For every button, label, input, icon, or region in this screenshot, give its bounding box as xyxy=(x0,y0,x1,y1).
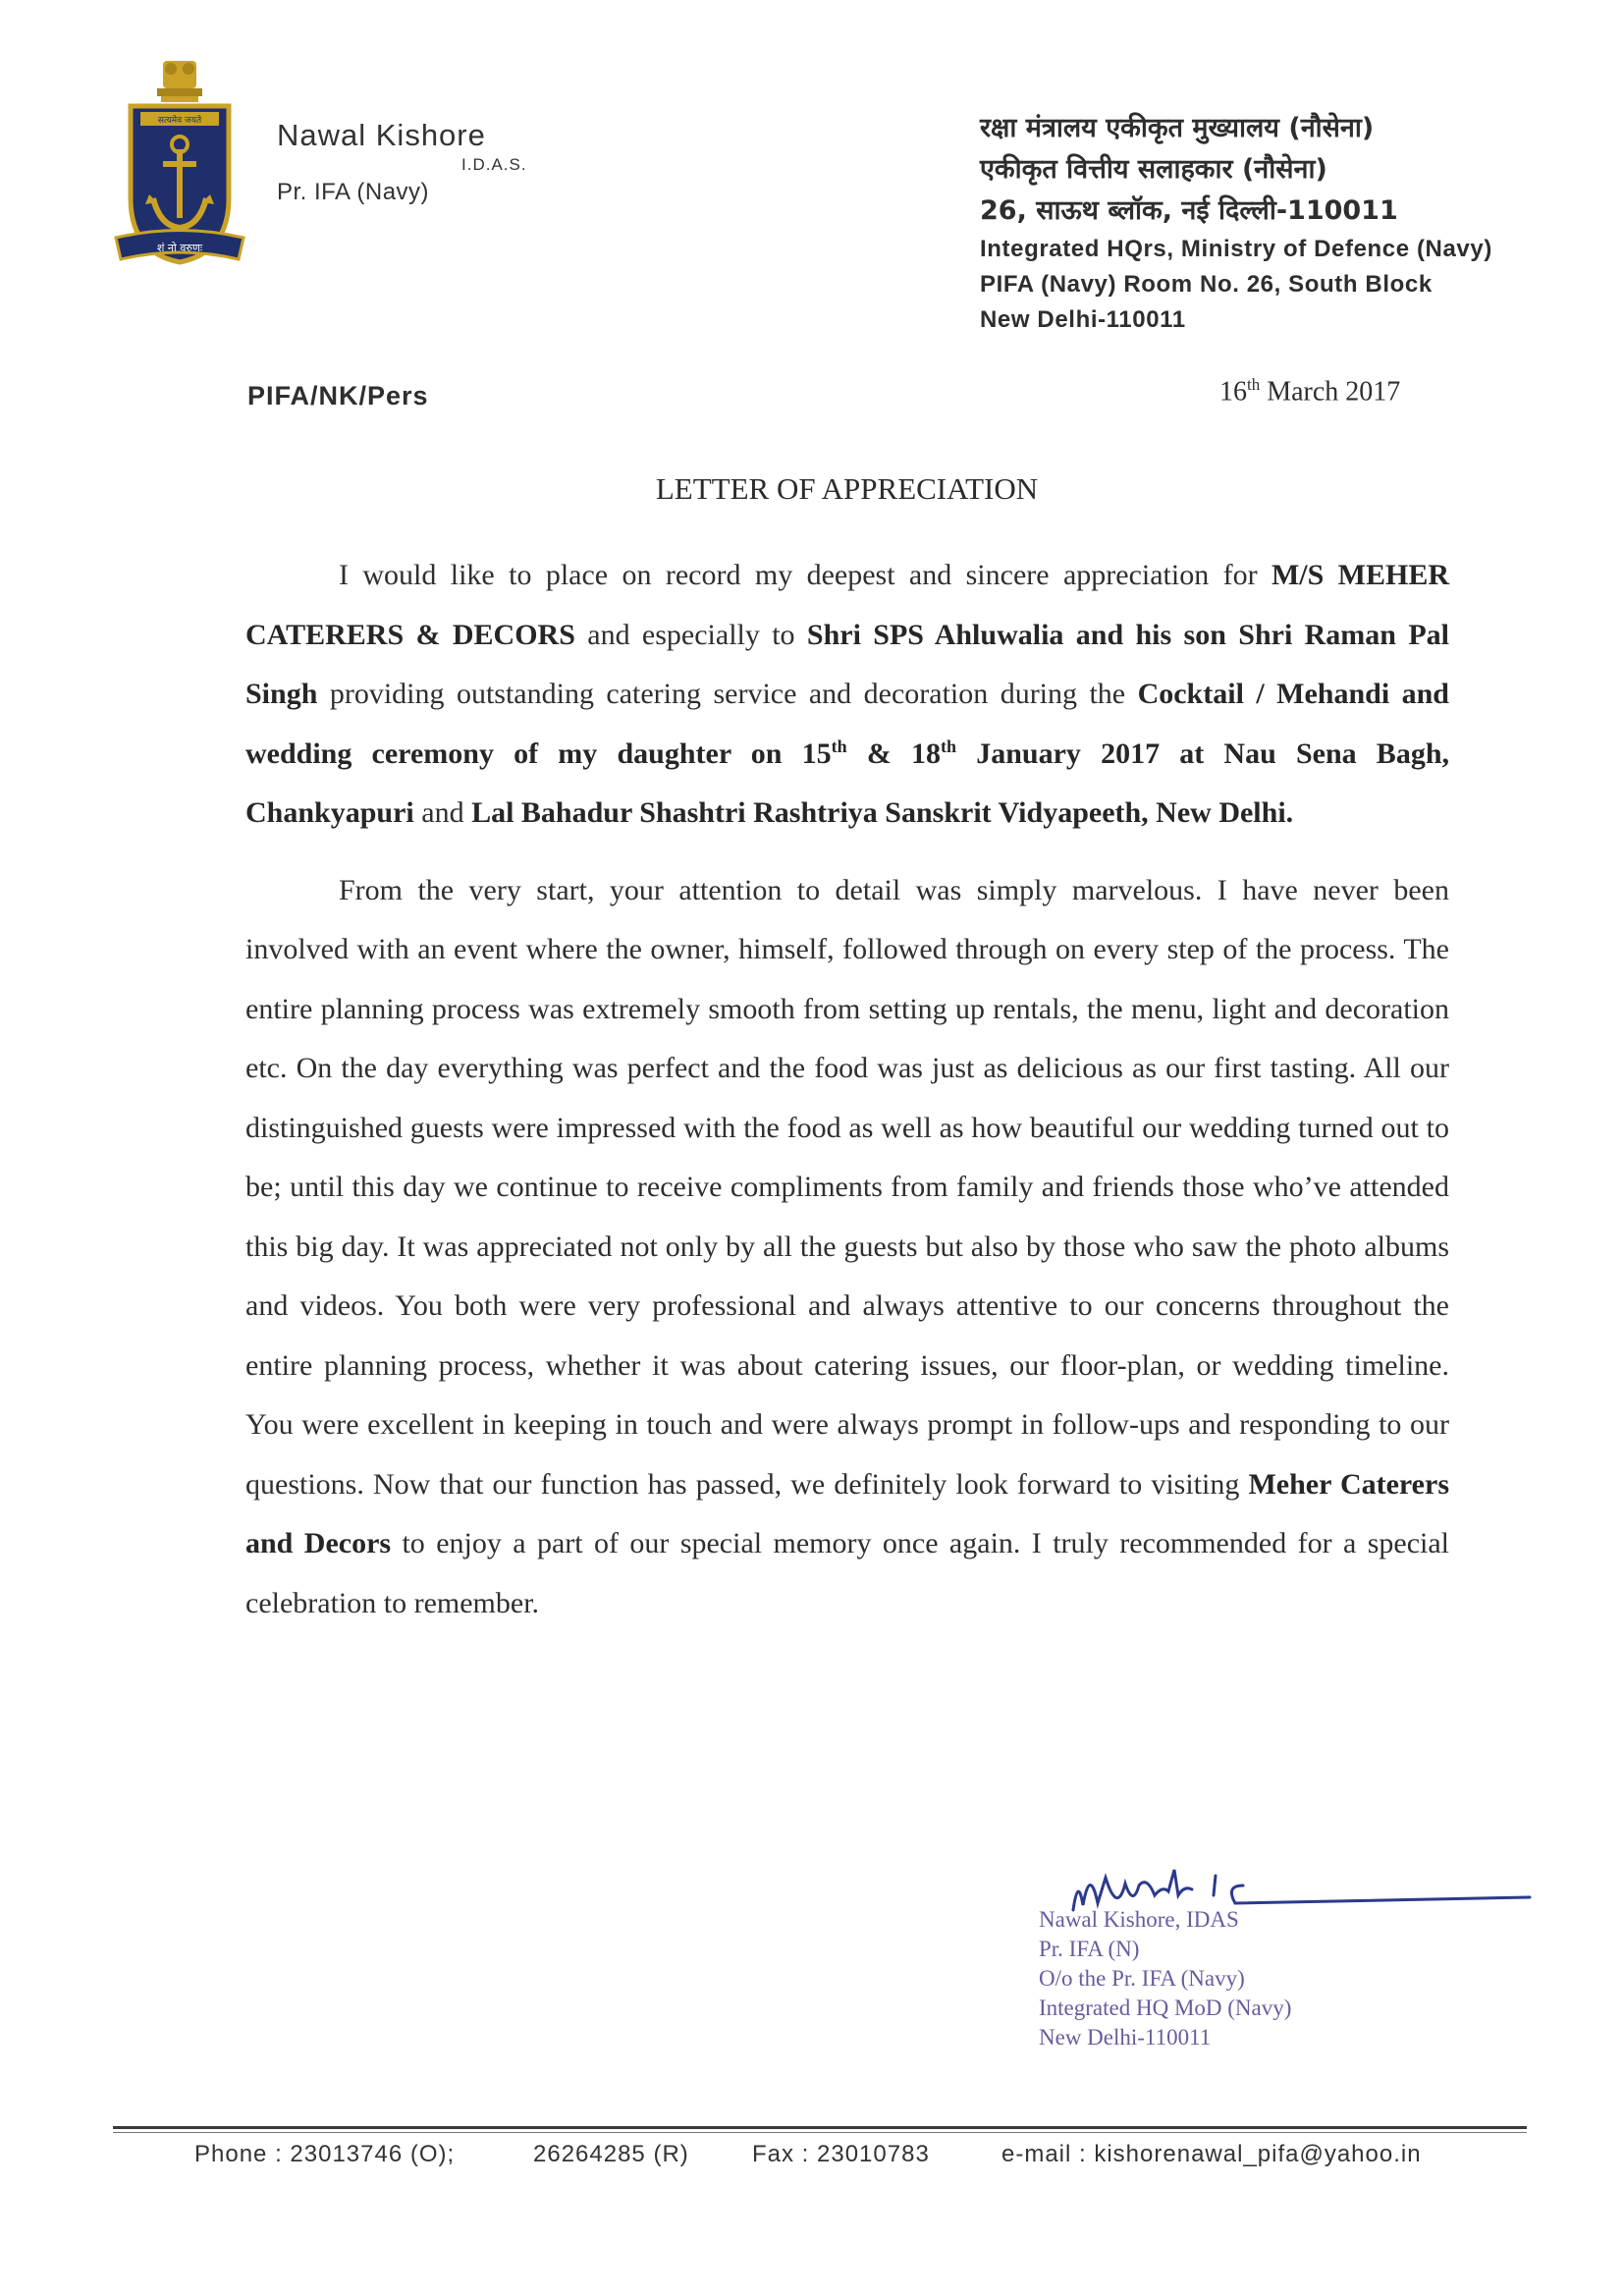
sender-designation: Pr. IFA (Navy) xyxy=(277,179,430,205)
sender-block xyxy=(277,118,527,206)
footer-divider-thin xyxy=(113,2132,1527,2133)
office-english-line: PIFA (Navy) Room No. 26, South Block xyxy=(980,271,1433,298)
sender-name: Nawal Kishore xyxy=(277,118,486,152)
svg-text:सत्यमेव जयते: सत्यमेव जयते xyxy=(157,116,202,126)
office-english-line: New Delhi-110011 xyxy=(980,306,1186,333)
footer-divider xyxy=(113,2126,1527,2129)
office-hindi-line: रक्षा मंत्रालय एकीकृत मुख्यालय (नौसेना) xyxy=(980,113,1375,143)
paragraph-1: I would like to place on record my deepest and sincere appreciation for M/S MEHER CATERERS & DECORS and especially to Shri SPS Ahluwalia and his son Shri Raman Pal Singh providing outstanding catering service and decoration during the Cocktail / Mehandi and wedding ceremony of my daughter on 15th & 18th January 2017 at Nau Sena Bagh, Chankyapuri and Lal Bahadur Shashtri Rashtriya Sanskrit Vidyapeeth, New Delhi. xyxy=(245,559,1450,829)
stamp-line: Pr. IFA (N) xyxy=(1039,1937,1140,1961)
paragraph-2: From the very start, your attention to detail was simply marvelous. I have never been involved with an event where the owner, himself, followed through on every step of the process. The entire planning process was extremely smooth from setting up rentals, the menu, light and decoration etc. On the day everything was perfect and the food was just as delicious as our first tasting. All our distinguished guests were impressed with the food as well as how beautiful our wedding turned out to be; until this day we continue to receive compliments from family and friends those who’ve attended this big day. It was appreciated not only by all the guests but also by those who saw the photo albums and videos. You both were very professional and always attentive to our concerns throughout the entire planning process, whether it was about catering issues, our floor-plan, or wedding timeline. You were excellent in keeping in touch and were always prompt in follow-ups and responding to our questions. Now that our function has passed, we definitely look forward to visiting Meher Caterers and Decors to enjoy a part of our special memory once again. I truly recommended for a special celebration to remember. xyxy=(245,873,1449,1619)
letter-body xyxy=(245,546,1449,1633)
stamp-line: Nawal Kishore, IDAS xyxy=(1039,1907,1239,1932)
stamp-line: New Delhi-110011 xyxy=(1039,2025,1212,2050)
svg-text:शं नो वरुणः: शं नो वरुणः xyxy=(156,242,203,254)
stamp-line: Integrated HQ MoD (Navy) xyxy=(1039,1995,1292,2020)
office-english-line: Integrated HQrs, Ministry of Defence (Navy) xyxy=(980,236,1492,262)
reference-number: PIFA/NK/Pers xyxy=(247,381,429,410)
sender-qualification: I.D.A.S. xyxy=(461,155,527,174)
footer-email: e-mail : kishorenawal_pifa@yahoo.in xyxy=(1001,2141,1422,2167)
footer-phone-residence: 26264285 (R) xyxy=(533,2141,689,2167)
office-hindi-line: 26, साऊथ ब्लॉक, नई दिल्ली-110011 xyxy=(980,195,1398,226)
navy-crest-icon xyxy=(106,51,253,287)
footer-phone-office: Phone : 23013746 (O); xyxy=(194,2141,456,2167)
office-address xyxy=(980,108,1492,338)
official-stamp xyxy=(1039,1905,1291,2052)
stamp-line: O/o the Pr. IFA (Navy) xyxy=(1039,1966,1245,1991)
letter-date: 16th March 2017 xyxy=(1219,375,1401,408)
letter-title: LETTER OF APPRECIATION xyxy=(655,471,1039,506)
office-hindi-line: एकीकृत वित्तीय सलाहकार (नौसेना) xyxy=(980,154,1327,185)
footer-fax: Fax : 23010783 xyxy=(752,2141,930,2167)
